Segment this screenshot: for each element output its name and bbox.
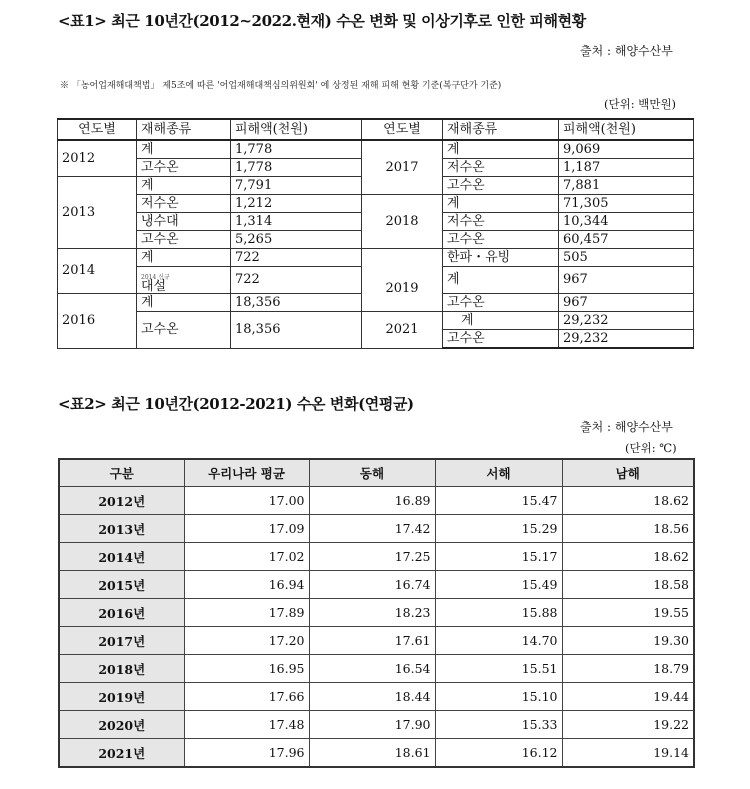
temperature-cell: 19.30	[562, 627, 694, 655]
type-cell: 고수온	[443, 231, 559, 249]
temperature-cell: 17.66	[184, 683, 309, 711]
temperature-cell: 17.00	[184, 487, 309, 515]
table-row	[58, 249, 694, 267]
type-cell: 계	[443, 140, 559, 159]
table-row	[59, 739, 694, 768]
table-row	[58, 267, 694, 294]
amount-cell: 505	[559, 249, 694, 267]
amount-cell: 7,881	[559, 177, 694, 195]
year-cell: 2013년	[59, 515, 184, 543]
header-cell: 재해종류	[443, 119, 559, 140]
temperature-cell: 19.44	[562, 683, 694, 711]
amount-cell: 71,305	[559, 195, 694, 213]
year-cell: 2016	[58, 294, 137, 349]
table2-title: <표2> 최근 10년간(2012-2021) 수온 변화(연평균)	[58, 395, 414, 413]
year-cell: 2016년	[59, 599, 184, 627]
amount-cell: 9,069	[559, 140, 694, 159]
amount-cell: 5,265	[231, 231, 362, 249]
year-cell: 2015년	[59, 571, 184, 599]
table-row	[58, 195, 694, 213]
amount-cell: 722	[231, 267, 362, 294]
type-cell: 계	[137, 177, 231, 195]
amount-cell: 722	[231, 249, 362, 267]
table1-source: 출처 : 해양수산부	[580, 44, 673, 58]
year-cell: 2018	[362, 195, 443, 249]
type-cell: 계	[137, 249, 231, 267]
temperature-cell: 17.25	[309, 543, 435, 571]
type-cell: 저수온	[137, 195, 231, 213]
temperature-cell: 15.88	[435, 599, 562, 627]
year-cell: 2017년	[59, 627, 184, 655]
type-cell: 계	[443, 267, 559, 294]
table1-title: <표1> 최근 10년간(2012~2022.현재) 수온 변화 및 이상기후로 인한 피해현황	[58, 12, 586, 30]
year-cell: 2013	[58, 177, 137, 249]
table-row	[59, 627, 694, 655]
header-cell: 우리나라 평균	[184, 459, 309, 487]
temperature-cell: 17.61	[309, 627, 435, 655]
temperature-cell: 17.48	[184, 711, 309, 739]
table2-source: 출처 : 해양수산부	[580, 420, 673, 434]
header-cell: 연도별	[362, 119, 443, 140]
type-cell: 고수온	[137, 231, 231, 249]
temperature-cell: 18.62	[562, 543, 694, 571]
table-row	[58, 312, 694, 330]
temperature-cell: 15.33	[435, 711, 562, 739]
temperature-cell: 16.95	[184, 655, 309, 683]
type-cell: 계	[137, 140, 231, 159]
damage-table	[57, 118, 694, 349]
year-cell: 2021년	[59, 739, 184, 768]
table-row	[59, 487, 694, 515]
type-label: 대설	[141, 279, 167, 294]
amount-cell: 1,778	[231, 140, 362, 159]
temperature-cell: 18.44	[309, 683, 435, 711]
temperature-cell: 17.42	[309, 515, 435, 543]
temperature-cell: 16.94	[184, 571, 309, 599]
table-row	[59, 599, 694, 627]
header-cell: 남해	[562, 459, 694, 487]
temperature-table	[58, 458, 695, 768]
amount-cell: 1,778	[231, 159, 362, 177]
type-cell: 저수온	[443, 213, 559, 231]
header-cell: 구분	[59, 459, 184, 487]
type-cell: 한파・유빙	[443, 249, 559, 267]
temperature-cell: 15.10	[435, 683, 562, 711]
type-cell: 계	[137, 294, 231, 312]
amount-cell: 29,232	[559, 312, 694, 330]
temperature-cell: 16.54	[309, 655, 435, 683]
type-cell: 고수온	[443, 177, 559, 195]
table-header-row	[59, 459, 694, 487]
year-cell	[362, 249, 443, 267]
year-cell: 2014	[58, 249, 137, 294]
table-row	[59, 683, 694, 711]
temperature-cell: 18.61	[309, 739, 435, 768]
temperature-cell: 18.58	[562, 571, 694, 599]
header-cell: 피해액(천원)	[559, 119, 694, 140]
header-cell: 동해	[309, 459, 435, 487]
table-row	[59, 515, 694, 543]
temperature-cell: 17.90	[309, 711, 435, 739]
amount-cell: 60,457	[559, 231, 694, 249]
amount-cell: 18,356	[231, 312, 362, 349]
type-cell: 저수온	[443, 159, 559, 177]
table-row	[59, 543, 694, 571]
type-cell	[137, 267, 231, 294]
temperature-cell: 19.55	[562, 599, 694, 627]
temperature-cell: 19.14	[562, 739, 694, 768]
type-cell: 냉수대	[137, 213, 231, 231]
temperature-cell: 19.22	[562, 711, 694, 739]
table1-note: ※ 「농어업재해대책법」 제5조에 따른 '어업재해대책심의위원회' 에 상정된 재해 피해 현황 기준(복구단가 기준)	[60, 81, 502, 91]
header-cell: 피해액(천원)	[231, 119, 362, 140]
type-cell: 계	[443, 195, 559, 213]
year-cell: 2017	[362, 140, 443, 195]
amount-cell: 967	[559, 267, 694, 294]
year-cell: 2019	[362, 267, 443, 312]
year-cell: 2020년	[59, 711, 184, 739]
temperature-cell: 18.79	[562, 655, 694, 683]
amount-cell: 7,791	[231, 177, 362, 195]
amount-cell: 29,232	[559, 330, 694, 349]
year-cell: 2021	[362, 312, 443, 349]
temperature-cell: 17.02	[184, 543, 309, 571]
temperature-cell: 15.51	[435, 655, 562, 683]
temperature-cell: 17.09	[184, 515, 309, 543]
table-row	[58, 140, 694, 159]
type-cell: 고수온	[443, 330, 559, 349]
year-cell: 2012년	[59, 487, 184, 515]
type-cell: 고수온	[137, 312, 231, 349]
temperature-cell: 15.47	[435, 487, 562, 515]
temperature-cell: 15.29	[435, 515, 562, 543]
temperature-cell: 15.17	[435, 543, 562, 571]
table-row	[59, 571, 694, 599]
amount-cell: 967	[559, 294, 694, 312]
temperature-cell: 14.70	[435, 627, 562, 655]
temperature-cell: 16.89	[309, 487, 435, 515]
temperature-cell: 17.96	[184, 739, 309, 768]
year-cell: 2014년	[59, 543, 184, 571]
table2-unit: (단위: ℃)	[625, 441, 677, 455]
header-cell: 재해종류	[137, 119, 231, 140]
temperature-cell: 16.74	[309, 571, 435, 599]
amount-cell: 1,187	[559, 159, 694, 177]
temperature-cell: 18.56	[562, 515, 694, 543]
year-cell: 2019년	[59, 683, 184, 711]
temperature-cell: 17.20	[184, 627, 309, 655]
temperature-cell: 15.49	[435, 571, 562, 599]
new-entry-note: 2014 신규	[141, 274, 170, 281]
amount-cell: 18,356	[231, 294, 362, 312]
amount-cell: 1,314	[231, 213, 362, 231]
table-row	[59, 711, 694, 739]
type-cell: 고수온	[137, 159, 231, 177]
type-cell: 고수온	[443, 294, 559, 312]
year-cell: 2012	[58, 140, 137, 177]
amount-cell: 1,212	[231, 195, 362, 213]
header-cell: 서해	[435, 459, 562, 487]
temperature-cell: 16.12	[435, 739, 562, 768]
table-row	[59, 655, 694, 683]
temperature-cell: 18.23	[309, 599, 435, 627]
table1-unit: (단위: 백만원)	[604, 97, 677, 111]
temperature-cell: 18.62	[562, 487, 694, 515]
temperature-cell: 17.89	[184, 599, 309, 627]
header-cell: 연도별	[58, 119, 137, 140]
year-cell: 2018년	[59, 655, 184, 683]
table-header-row	[58, 119, 694, 140]
type-cell: 계	[443, 312, 559, 330]
amount-cell: 10,344	[559, 213, 694, 231]
